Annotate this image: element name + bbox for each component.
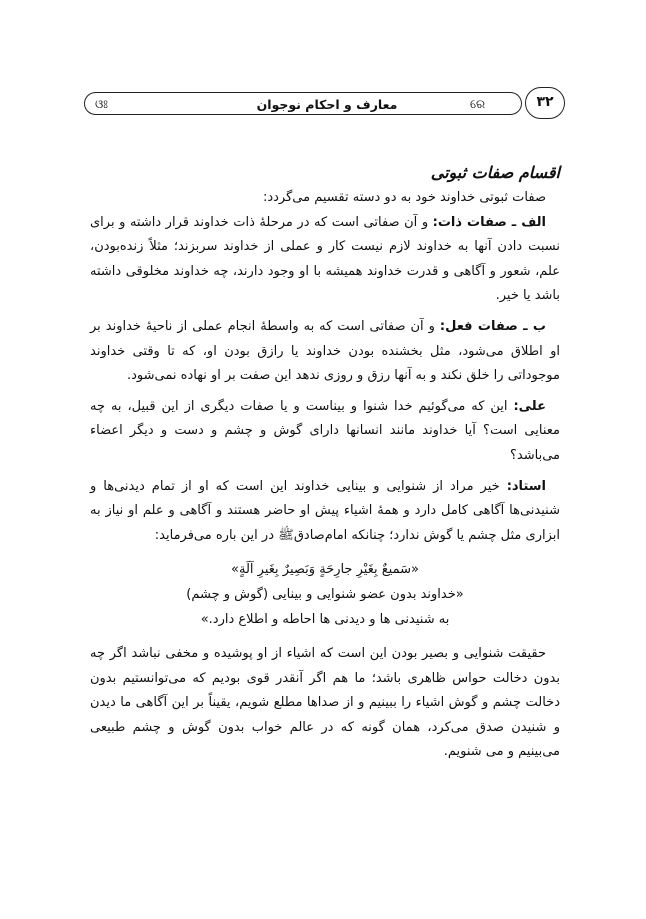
- paragraph-ali: [90, 395, 560, 469]
- quote-arabic: «سَمیعٌ بِغَیْرِ جارِحَةٍ وَبَصِیرٌ بِغَیرِ آلَةٍ»: [231, 562, 419, 578]
- page-header: [84, 87, 566, 121]
- text-ali: این که می‌گوئیم خدا شنوا و بیناست و یا صفات دیگری از این قبیل، به چه معنایی است؟ آیا خداوند مانند انسانها دارای گوش و چشم و دست و دیگر اعضاء می‌باشد؟: [90, 398, 560, 463]
- closing-paragraph: حقیقت شنوایی و بصیر بودن این است که اشیاء از او پوشیده و مخفی نباشد اگر چه بدون دخالت حواس ظاهری باشد؛ ما هم اگر آنقدر قوی بودیم که می‌توانستیم بدون دخالت چشم و گوش اشیاء را ببینیم و از صداها مطلع شویم، یقیناً بر این آگاهی ما دیدن و شنیدن صدق می‌کرد، همان گونه که در عالم خواب بدون گوش و چشم طبیعی می‌بینیم و می شنویم.: [90, 646, 560, 760]
- paragraph-ostad: [90, 475, 560, 549]
- quote-translation-line-2: به شنیدنی ها و دیدنی ها احاطه و اطلاع دارد.»: [200, 611, 450, 627]
- paragraph-be: [90, 315, 560, 389]
- paragraph-alef: [90, 211, 560, 309]
- intro-paragraph: صفات ثبوتی خداوند خود به دو دسته تقسیم می‌گردد:: [262, 190, 546, 205]
- running-title: معارف و احکام نوجوان: [256, 97, 398, 112]
- section-heading: اقسام صفات ثبوتی: [430, 163, 560, 182]
- term-ostad: استاد:: [506, 478, 546, 494]
- ornament-left-icon: ଓଃ: [95, 97, 108, 111]
- term-ali: علی:: [513, 398, 546, 414]
- text-alef: و آن صفاتی است که در مرحلهٔ ذات خداوند قرار داشته و برای نسبت دادن آنها به خداوند لازم نیست کار و عملی از خداوند سربزند؛ مثلاً زنده‌بودن، علم، شعور و آگاهی و قدرت خداوند همیشه با او وجود دارند، چه خداوند مخلوقی داشته باشد یا خیر.: [90, 214, 560, 304]
- term-be: ب ـ صفات فعل:: [439, 318, 546, 334]
- text-ostad: خیر مراد از شنوایی و بینایی خداوند این است که او از تمام دیدنی‌ها و شنیدنی‌ها آگاهی کامل دارد و همهٔ اشیاء پیش او حاضر هستند و آگاهی و علم او نیاز به ابزاری مثل چشم یا گوش ندارد؛ چنانکه امام‌صادق‌ﷺ در این باره می‌فرماید:: [90, 478, 560, 543]
- quote-translation-line-1: «خداوند بدون عضو شنوایی و بینایی (گوش و چشم): [186, 586, 464, 602]
- text-be: و آن صفاتی است که به واسطهٔ انجام عملی از ناحیهٔ خداوند بر او اطلاق می‌شود، مثل بخشنده بودن خداوند یا رازق بودن او، که تا وقتی خداوند موجوداتی را خلق نکند و به آنها رزق و روزی ندهد این صفت بر او نهاده نمی‌شود.: [90, 318, 560, 384]
- header-title-bar: [84, 92, 522, 115]
- page-number: ۳۲: [525, 87, 565, 119]
- term-alef: الف ـ صفات ذات:: [432, 214, 547, 230]
- ornament-right-icon: ରେ: [470, 97, 486, 111]
- page-content: [90, 160, 560, 765]
